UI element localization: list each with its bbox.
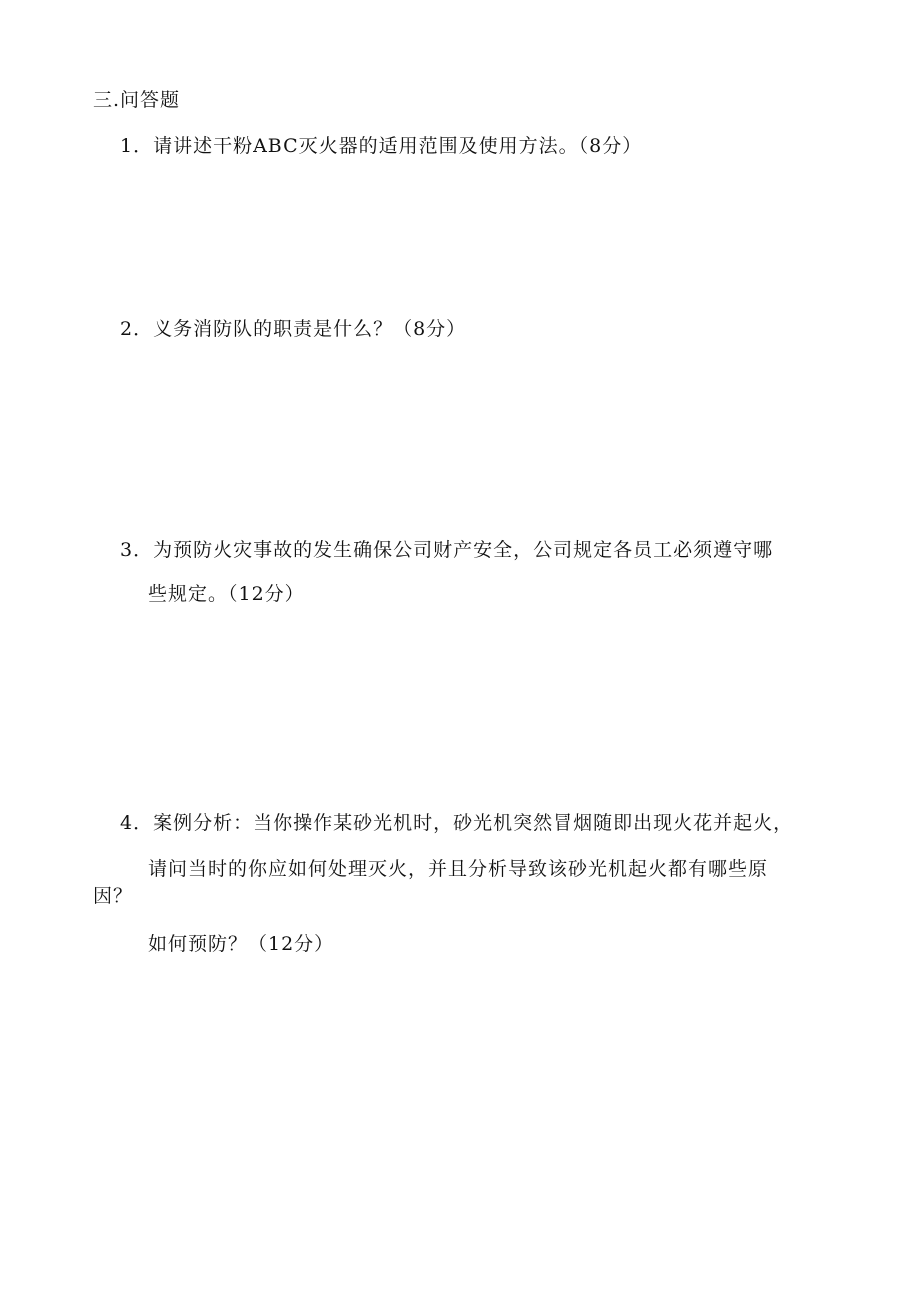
question-text-continued: 因？ bbox=[93, 885, 134, 907]
question-text-continued: 些规定。（12分） bbox=[148, 583, 305, 605]
question-text-continued: 请问当时的你应如何处理灭火，并且分析导致该砂光机起火都有哪些原 bbox=[148, 858, 769, 880]
question-text-continued: 如何预防？（12分） bbox=[148, 933, 335, 955]
question-text: 1．请讲述干粉ABC灭火器的适用范围及使用方法。（8分） bbox=[120, 135, 643, 157]
section-heading: 三.问答题 bbox=[93, 89, 181, 111]
question-text: 3．为预防火灾事故的发生确保公司财产安全，公司规定各员工必须遵守哪 bbox=[120, 539, 774, 561]
question-text: 2．义务消防队的职责是什么？（8分） bbox=[120, 318, 467, 340]
question-text: 4．案例分析：当你操作某砂光机时，砂光机突然冒烟随即出现火花并起火， bbox=[120, 812, 794, 834]
